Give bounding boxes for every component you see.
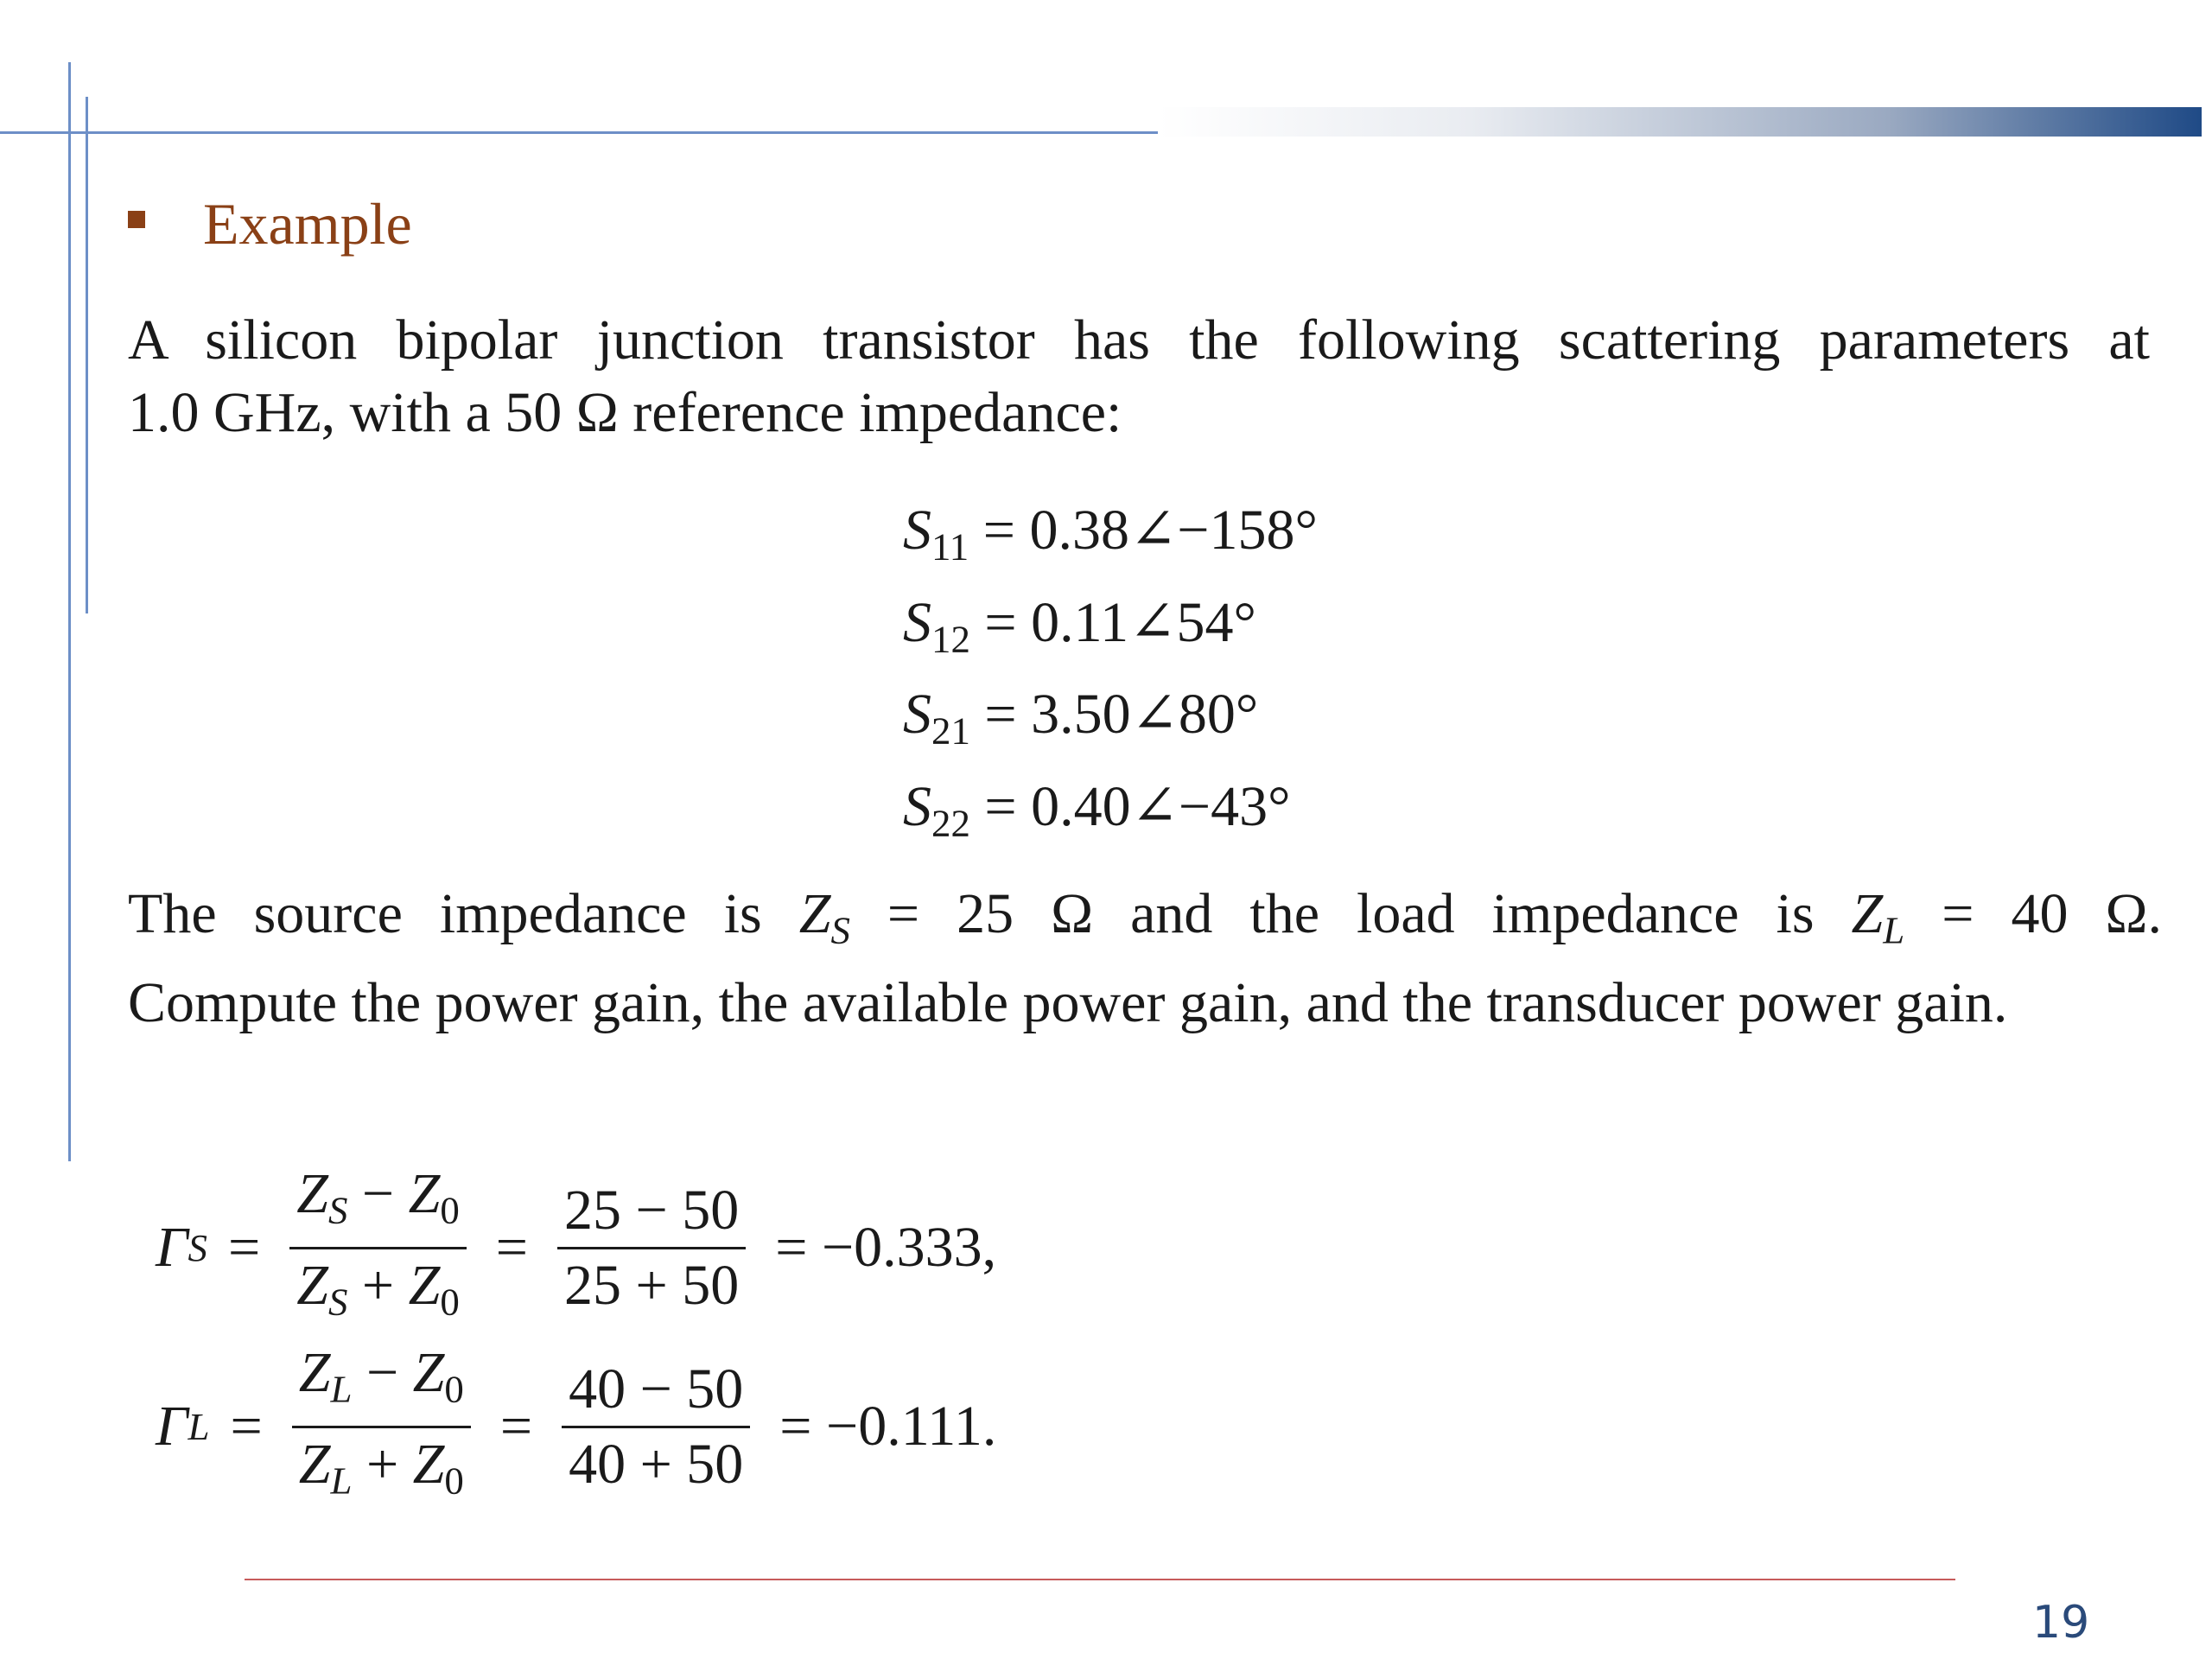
- math-operator: −: [347, 1162, 409, 1225]
- gamma-subscript: L: [188, 1405, 210, 1449]
- fraction-numerator: [292, 1337, 471, 1426]
- s-parameter-row: [903, 493, 1318, 585]
- math-subscript: 0: [440, 1280, 460, 1324]
- gamma-l-equation: [156, 1337, 1001, 1516]
- s-symbol: S: [903, 683, 931, 747]
- equals-sign: =: [230, 1395, 263, 1459]
- s-subscript: 21: [931, 709, 970, 753]
- s-parameter-row: [903, 585, 1318, 677]
- problem-line-1: A silicon bipolar junction transistor has the following scattering parameters at: [128, 308, 2150, 372]
- math-operator: +: [352, 1432, 413, 1496]
- s-parameter-list: [903, 493, 1318, 861]
- s-value: = 0.11∠54°: [969, 590, 1256, 654]
- impedance-statement: [128, 878, 2162, 1039]
- math-symbol: Z: [412, 1432, 445, 1496]
- s-subscript: 22: [931, 801, 970, 845]
- text-segment: = 40 Ω.: [1904, 882, 2162, 945]
- math-subscript: 0: [440, 1188, 460, 1232]
- frame-vertical-line-outer: [68, 62, 71, 1161]
- s-value: = 0.38∠−158°: [969, 499, 1318, 562]
- math-subscript: L: [330, 1367, 353, 1411]
- math-operator: −: [352, 1341, 413, 1404]
- problem-statement: [128, 304, 2150, 449]
- gamma-s-equation: [156, 1158, 1001, 1338]
- fraction-denominator: 40 + 50: [569, 1432, 744, 1496]
- text-segment: = 25 Ω and the load impedance is: [849, 882, 1852, 945]
- impedance-line-2: Compute the power gain, the available power gain, and the transducer power gain.: [128, 970, 2008, 1034]
- impedance-fraction: [292, 1337, 471, 1516]
- math-subscript: 0: [444, 1459, 464, 1503]
- gamma-symbol: Γ: [156, 1216, 188, 1280]
- header-gradient-bar: [1158, 107, 2202, 137]
- s-symbol: S: [903, 499, 931, 562]
- bullet-square-icon: [128, 211, 145, 228]
- zl-symbol: Z: [1851, 882, 1884, 945]
- fraction-numerator: 25 − 50: [564, 1178, 740, 1242]
- math-symbol: Z: [412, 1341, 445, 1404]
- math-subscript: S: [327, 1188, 348, 1232]
- fraction-denominator: [292, 1428, 471, 1517]
- s-subscript: 11: [931, 524, 969, 569]
- s-value: = 0.40∠−43°: [969, 774, 1291, 838]
- footer-divider: [245, 1579, 1955, 1580]
- impedance-line-1: [128, 878, 2162, 967]
- fraction-denominator: [289, 1249, 467, 1338]
- equals-sign: =: [495, 1216, 528, 1280]
- s-parameter-row: [903, 769, 1318, 861]
- equation-result: = −0.111.: [779, 1395, 997, 1459]
- math-symbol: Z: [298, 1341, 331, 1404]
- gamma-symbol: Γ: [156, 1395, 188, 1459]
- zs-symbol: Z: [798, 882, 831, 945]
- zl-subscript: L: [1883, 908, 1905, 952]
- math-subscript: L: [330, 1459, 353, 1503]
- math-symbol: Z: [408, 1162, 441, 1225]
- zs-subscript: S: [830, 908, 850, 952]
- text-segment: The source impedance is: [128, 882, 799, 945]
- numeric-fraction: [562, 1353, 750, 1501]
- page-number: 19: [2032, 1597, 2090, 1649]
- equals-sign: =: [499, 1395, 533, 1459]
- frame-vertical-line-inner: [86, 97, 88, 613]
- slide-heading: Example: [203, 191, 412, 257]
- equation-result: = −0.333,: [775, 1216, 997, 1280]
- equals-sign: =: [227, 1216, 261, 1280]
- gamma-subscript: S: [188, 1226, 207, 1270]
- s-value: = 3.50∠80°: [969, 683, 1259, 747]
- fraction-numerator: 40 − 50: [569, 1357, 744, 1421]
- numeric-fraction: [557, 1174, 746, 1322]
- math-operator: +: [347, 1253, 409, 1317]
- fraction-numerator: [289, 1158, 467, 1247]
- math-subscript: S: [327, 1280, 348, 1324]
- s-symbol: S: [903, 590, 931, 654]
- s-parameter-row: [903, 677, 1318, 769]
- impedance-fraction: [289, 1158, 467, 1338]
- math-symbol: Z: [408, 1253, 441, 1317]
- math-symbol: Z: [296, 1253, 328, 1317]
- math-symbol: Z: [298, 1432, 331, 1496]
- fraction-denominator: 25 + 50: [564, 1253, 740, 1317]
- problem-line-2: 1.0 GHz, with a 50 Ω reference impedance:: [128, 381, 1122, 444]
- math-symbol: Z: [296, 1162, 328, 1225]
- s-subscript: 12: [931, 617, 970, 661]
- s-symbol: S: [903, 774, 931, 838]
- math-subscript: 0: [444, 1367, 464, 1411]
